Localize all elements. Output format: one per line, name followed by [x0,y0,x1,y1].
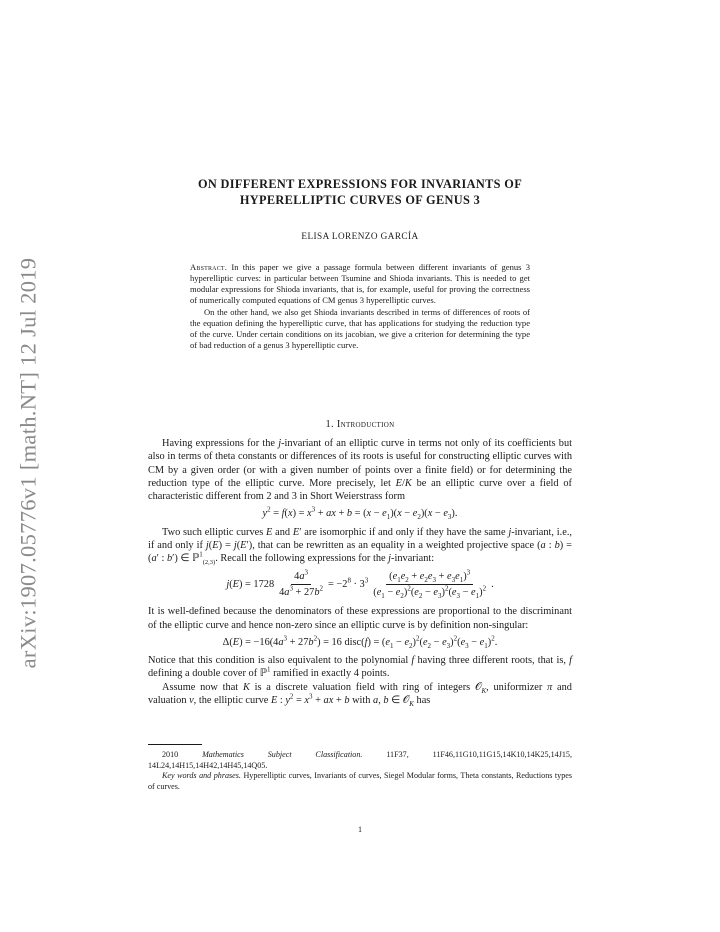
arxiv-stamp-text: arXiv:1907.05776v1 [math.NT] 12 Jul 2019 [15,257,40,669]
paragraph-1: Having expressions for the j-invariant of an elliptic curve in terms not only of its coefficients but also in terms of theta constants or differences of its roots is useful for constructing elliptic curves with CM by a given order (or with a given number of points over a finite field) or for determining the reduction type of the elliptic curve. More precisely, let E/K be an elliptic curve over a field of characteristic different from 2 and 3 in Short Weierstrass form [148,438,573,502]
footnote-keywords: Key words and phrases. Hyperelliptic curves, Invariants of curves, Siegel Modular forms, Theta constants, Reductions types of curves. [148,771,573,791]
title-line-2-text: HYPERELLIPTIC CURVES OF GENUS 3 [239,193,481,207]
equation-weierstrass: $y^2 = f(x) = x^3$ + ax + $b = (x - e_1)(x - e_2)(x - e_3)$. [262,505,458,522]
section-heading: 1. Introduction [325,419,395,430]
paragraph-3: It is well-defined because the denominators of these expressions are proportional to the discriminant of the elliptic curve and hence non-zero since an elliptic curve is by definition non-singular: [148,606,572,631]
title-line-2 [148,192,572,208]
abstract [190,262,530,351]
abstract-text-1: In this paper we give a passage formula between different invariants of genus 3 hyperelliptic curves: in particular between Tsumine and Shioda invariants. This is needed to get modular expressions for Shioda invariants, that is, for example, useful for proving the correctness of numerically computed equations of CM genus 3 hyperelliptic curves. [190,262,530,306]
paragraph-5: Assume now that K is a discrete valuation field with ring of integers 𝒪$_K$, uniformizer π and valuation v, the elliptic curve E : $y^2 = x^3$ + ax + b with a, b ∈ 𝒪$_K$ has [148,681,572,708]
page-number: 1 [357,825,363,834]
equation-j-invariant: j(E) = 1728 $\frac{4a^3}{4a^3 + 27b^2}$ = $-2^8 \cdot 3^3$ $\frac{(e_1e_2 + e_2e_3 + e_3e_1)^3}{(e_1 - e_2)^2(e_2 - e_3)^2(e_3 - e_1)^2}$ . [226,568,494,601]
footnote-msc: 2010 Mathematics Subject Classification. 11F37, 11F46,11G10,11G15,14K10,14K25,14J15, 14L24,14H15,14H42,14H45,14Q05. [148,750,572,770]
paragraph-2: Two such elliptic curves E and E′ are isomorphic if and only if they have the same j-invariant, i.e., if and only if j(E) = j(E′), that can be rewritten as an equality in a weighted projective space (a : b) = (a′ : b′) ∈ ℙ$^1_{(2,3)}$. Recall the following expressions for the j-invariant: [148,526,573,567]
arxiv-stamp [9,228,47,698]
abstract-paragraph-2: On the other hand, we also get Shioda invariants described in terms of differences of roots of the equation defining the hyperelliptic curve, that has applications for studying the reduction type of the curve. Under certain conditions on its jacobian, we give a criterion for determining the type of bad reduction of a genus 3 hyperelliptic curve. [190,306,530,351]
footnotes [148,750,572,792]
msc-label: Mathematics Subject Classification. [202,750,363,759]
paper-title [148,176,572,208]
author-name: ELISA LORENZO GARCÍA [301,231,419,241]
paragraph-4: Notice that this condition is also equivalent to the polynomial f having three different roots, that is, f defining a double cover of ℙ$^1$ ramified in exactly 4 points. [148,655,572,680]
abstract-paragraph-1 [190,262,530,307]
equation-discriminant: $\Delta(E) = -16(4a^3 + 27b^2) = 16$ disc(f) = $(e_1 - e_2)^2(e_2 - e_3)^2(e_3 - e_1)^2$. [222,634,498,650]
abstract-label: Abstract. [190,262,228,272]
body-text [148,437,572,707]
keywords-label: Key words and phrases. [162,771,241,781]
footnote-rule [148,744,202,745]
title-line-1: ON DIFFERENT EXPRESSIONS FOR INVARIANTS OF [197,177,523,191]
